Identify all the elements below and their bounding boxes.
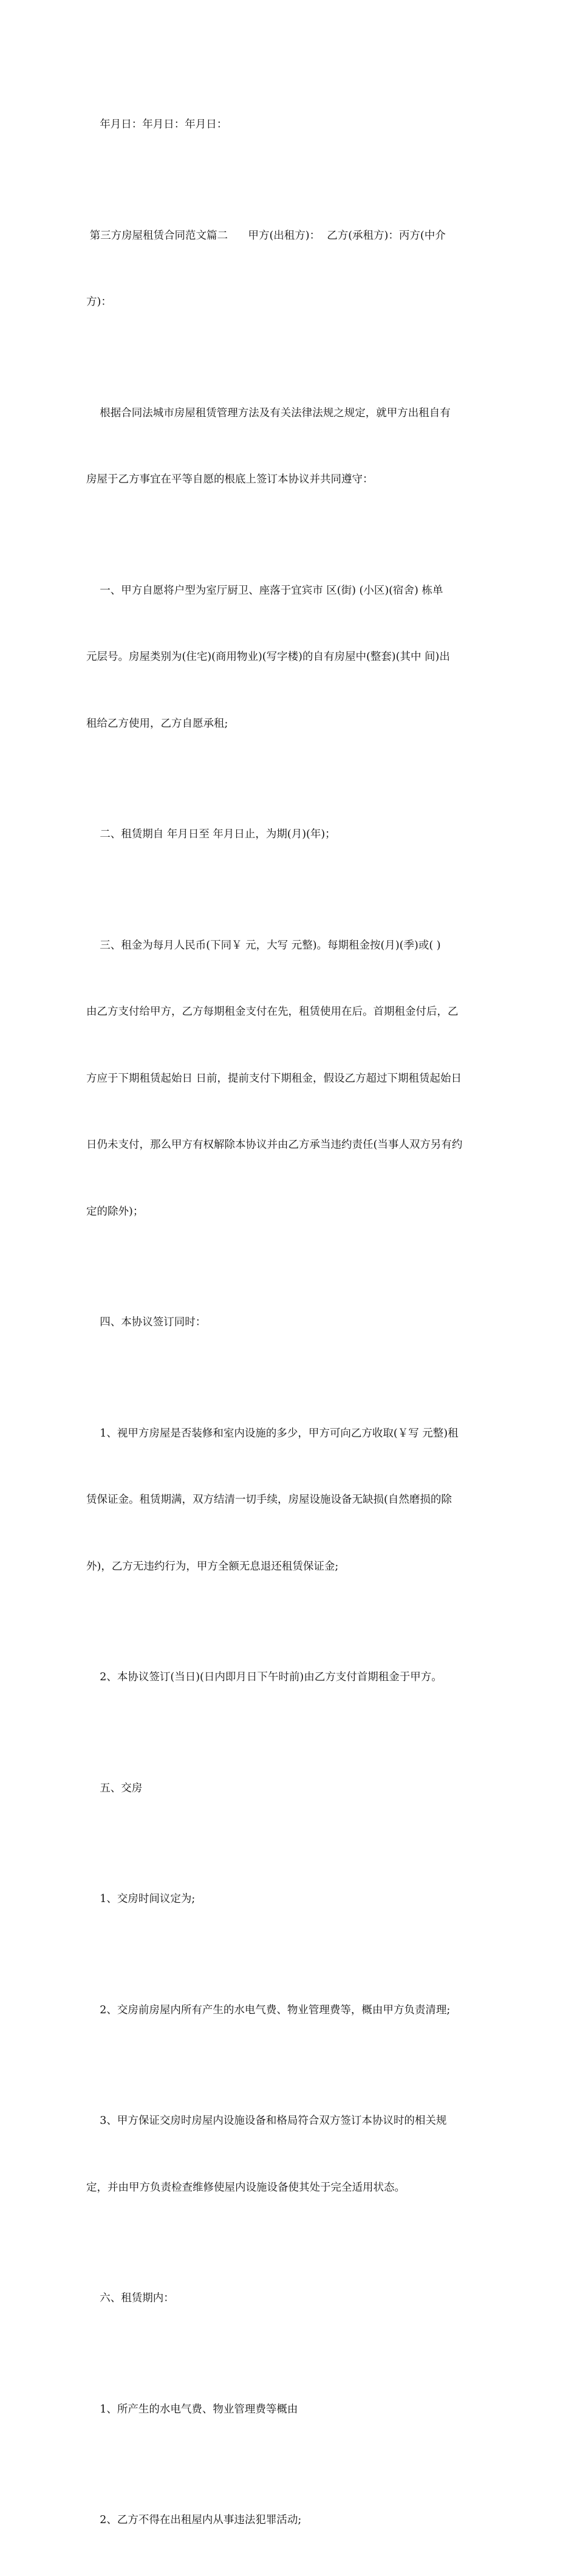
text-line: 方)： [86, 296, 112, 308]
text-line: 三、租金为每月人民币(下同￥ 元，大写 元整)。每期租金按(月)(季)或( ) [86, 939, 441, 952]
text-line: 元层号。房屋类别为(住宅)(商用物业)(写字楼)的自有房屋中(整套)(其中 间)出 [86, 651, 450, 663]
text-line: 六、租赁期内： [86, 2292, 174, 2304]
text-line: 2、本协议签订(当日)(日内即月日下午时前)由乙方支付首期租金于甲方。 [86, 1671, 442, 1683]
paragraph-clause-4-1 [86, 1378, 493, 1623]
paragraph-clause-3 [86, 890, 493, 1268]
paragraph-clause-4-2 [86, 1622, 493, 1733]
text-line: 赁保证金。租赁期满，双方结清一切手续，房屋设施设备无缺损(自然磨损的除 [86, 1494, 452, 1506]
paragraph-clause-5-1 [86, 1844, 493, 1955]
paragraph-clause-5-3 [86, 2066, 493, 2243]
text-line: 外)，乙方无违约行为，甲方全额无息退还租赁保证金; [86, 1560, 339, 1573]
paragraph-clause-6-2 [86, 2465, 493, 2576]
text-line: 根据合同法城市房屋租赁管理方法及有关法律法规之规定，就甲方出租自有 [86, 407, 451, 419]
text-line: 一、甲方自愿将户型为室厅厨卫、座落于宜宾市 区(街) (小区)(宿舍) 栋单 [86, 584, 443, 597]
text-line: 二、租赁期自 年月日至 年月日止，为期(月)(年)； [86, 828, 336, 840]
text-line: 房屋于乙方事宜在平等自愿的根底上签订本协议并共同遵守： [86, 473, 374, 486]
heading-parties-line [86, 180, 493, 358]
text-line: 四、本协议签订同时： [86, 1316, 207, 1328]
text-line: 定，并由甲方负责检查维修使屋内设施设备使其处于完全适用状态。 [86, 2181, 405, 2194]
text-line: 定的除外)； [86, 1205, 144, 1218]
document-body [86, 69, 493, 2576]
paragraph-clause-1 [86, 535, 493, 780]
text-line: 租给乙方使用，乙方自愿承租; [86, 717, 228, 730]
text-line: 1、交房时间议定为; [86, 1893, 196, 1905]
text-line: 由乙方支付给甲方，乙方每期租金支付在先，租赁使用在后。首期租金付后，乙 [86, 1006, 459, 1018]
paragraph-clause-2 [86, 779, 493, 890]
text-line: 第三方房屋租赁合同范文篇二 甲方(出租方)： 乙方(承租方)：丙方(中介 [86, 229, 446, 242]
text-line: 2、交房前房屋内所有产生的水电气费、物业管理费等，概由甲方负责清理; [86, 2004, 451, 2016]
paragraph-clause-4 [86, 1267, 493, 1378]
text-line: 年月日：年月日：年月日： [86, 118, 228, 131]
paragraph-preamble [86, 358, 493, 535]
paragraph-clause-5 [86, 1733, 493, 1844]
text-line: 五、交房 [86, 1782, 143, 1795]
date-line [86, 69, 493, 180]
text-line: 方应于下期租赁起始日 日前，提前支付下期租金，假设乙方超过下期租赁起始日 [86, 1072, 462, 1085]
paragraph-clause-6-1 [86, 2354, 493, 2465]
paragraph-clause-6 [86, 2243, 493, 2354]
text-line: 1、所产生的水电气费、物业管理费等概由 [86, 2403, 298, 2416]
text-line: 1、视甲方房屋是否装修和室内设施的多少，甲方可向乙方收取(￥写 元整)租 [86, 1427, 459, 1440]
text-line: 3、甲方保证交房时房屋内设施设备和格局符合双方签订本协议时的相关规 [86, 2115, 447, 2127]
paragraph-clause-5-2 [86, 1955, 493, 2066]
text-line: 2、乙方不得在出租屋内从事违法犯罪活动; [86, 2514, 302, 2526]
text-line: 日仍未支付，那么甲方有权解除本协议并由乙方承当违约责任(当事人双方另有约 [86, 1139, 463, 1151]
